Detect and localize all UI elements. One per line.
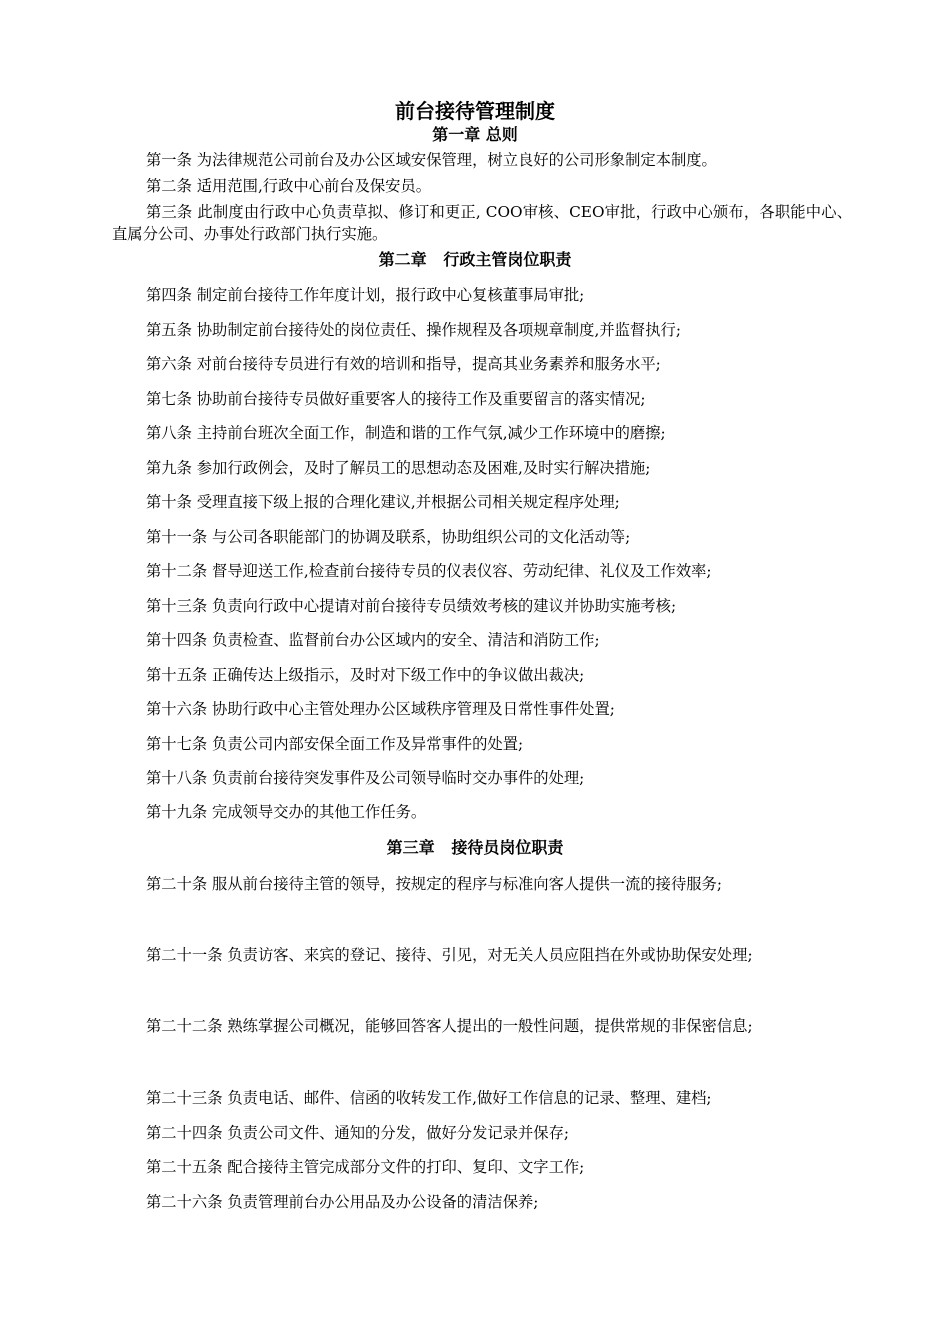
article-5	[112, 319, 852, 341]
article-26	[112, 1191, 852, 1213]
article-text: 第九条 参加行政例会，及时了解员工的思想动态及困难,及时实行解决措施;	[146, 459, 651, 477]
article-17	[112, 733, 852, 755]
article-11	[112, 526, 852, 548]
article-20: 第二十条 服从前台接待主管的领导，按规定的程序与标准向客人提供一流的接待服务;	[146, 875, 723, 893]
article-text: 第十八条 负责前台接待突发事件及公司领导临时交办事件的处理;	[146, 769, 585, 787]
article-6	[112, 353, 852, 375]
article-23	[112, 1087, 852, 1109]
article-12	[112, 560, 852, 582]
document-title: 前台接待管理制度	[395, 99, 555, 123]
article-24	[112, 1122, 852, 1144]
article-9	[112, 457, 852, 479]
chapter-heading-3: 第三章 接待员岗位职责	[386, 838, 564, 857]
article-1	[112, 149, 852, 171]
article-text: 第八条 主持前台班次全面工作，制造和谐的工作气氛,减少工作环境中的磨擦;	[146, 424, 666, 442]
article-text: 第二条 适用范围,行政中心前台及保安员。	[146, 177, 432, 195]
article-text: 第十三条 负责向行政中心提请对前台接待专员绩效考核的建议并协助实施考核;	[146, 597, 677, 615]
article-16	[112, 698, 852, 720]
article-text: 第十二条 督导迎送工作,检查前台接待专员的仪表仪容、劳动纪律、礼仪及工作效率;	[146, 562, 712, 580]
article-13	[112, 595, 852, 617]
article-text: 第十一条 与公司各职能部门的协调及联系，协助组织公司的文化活动等;	[146, 528, 631, 546]
chapter-heading-1: 第一章 总则	[432, 125, 518, 144]
article-text: 第四条 制定前台接待工作年度计划，报行政中心复核董事局审批;	[146, 286, 585, 304]
article-2	[112, 175, 852, 197]
article-22: 第二十二条 熟练掌握公司概况，能够回答客人提出的一般性问题，提供常规的非保密信息;	[146, 1017, 753, 1035]
article-18	[112, 767, 852, 789]
article-text: 第十六条 协助行政中心主管处理办公区域秩序管理及日常性事件处置;	[146, 700, 615, 718]
article-text: 第六条 对前台接待专员进行有效的培训和指导，提高其业务素养和服务水平;	[146, 355, 661, 373]
article-4	[112, 284, 852, 306]
article-text: 第十九条 完成领导交办的其他工作任务。	[146, 803, 427, 821]
article-10	[112, 491, 852, 513]
article-7	[112, 388, 852, 410]
article-text: 第十七条 负责公司内部安保全面工作及异常事件的处置;	[146, 735, 524, 753]
article-text: 第十条 受理直接下级上报的合理化建议,并根据公司相关规定程序处理;	[146, 493, 620, 511]
article-19	[112, 801, 852, 823]
article-text: 第十四条 负责检查、监督前台办公区域内的安全、清洁和消防工作;	[146, 631, 600, 649]
article-text: 第一条 为法律规范公司前台及办公区域安保管理，树立良好的公司形象制定本制度。	[146, 151, 717, 169]
article-14	[112, 629, 852, 651]
article-text: 第五条 协助制定前台接待处的岗位责任、操作规程及各项规章制度,并监督执行;	[146, 321, 681, 339]
article-text: 第十五条 正确传达上级指示，及时对下级工作中的争议做出裁决;	[146, 666, 585, 684]
article-text: 第二十四条 负责公司文件、通知的分发，做好分发记录并保存;	[146, 1124, 570, 1142]
article-text: 第二十五条 配合接待主管完成部分文件的打印、复印、文字工作;	[146, 1158, 585, 1176]
article-3: 第三条 此制度由行政中心负责草拟、修订和更正, COO审核、CEO审批，行政中心颁布，各职能中心、直属分公司、办事处行政部门执行实施。	[112, 203, 852, 243]
article-text: 第七条 协助前台接待专员做好重要客人的接待工作及重要留言的落实情况;	[146, 390, 646, 408]
article-text: 第二十三条 负责电话、邮件、信函的收转发工作,做好工作信息的记录、整理、建档;	[146, 1089, 712, 1107]
article-8	[112, 422, 852, 444]
article-21: 第二十一条 负责访客、来宾的登记、接待、引见，对无关人员应阻挡在外或协助保安处理;	[146, 946, 753, 964]
article-text: 第二十六条 负责管理前台办公用品及办公设备的清洁保养;	[146, 1193, 539, 1211]
article-15	[112, 664, 852, 686]
article-25	[112, 1156, 852, 1178]
chapter-heading-2: 第二章 行政主管岗位职责	[378, 250, 572, 269]
